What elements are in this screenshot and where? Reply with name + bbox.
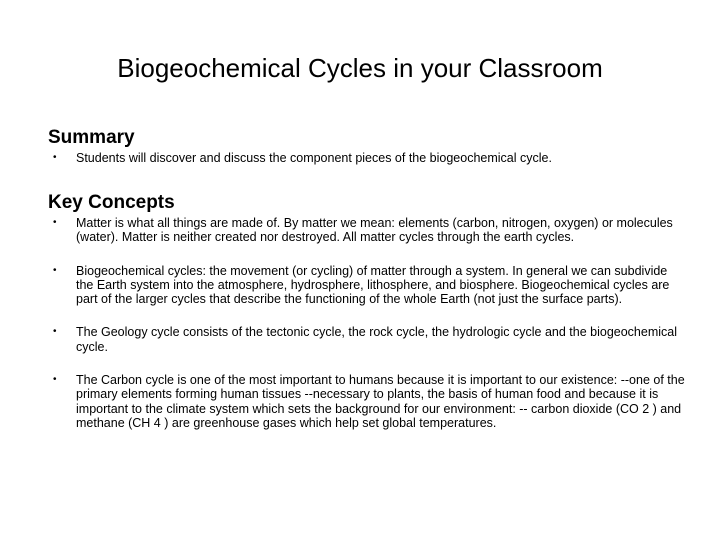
concept-geology-text: The Geology cycle consists of the tectonic cycle, the rock cycle, the hydrologic cycle and the biogeochemical cycle. [76,325,677,354]
bullet-icon: • [53,326,57,338]
bullet-icon: • [53,217,57,228]
key-concepts-list [48,216,688,449]
list-item [48,373,688,430]
bullet-icon: • [53,374,57,386]
list-item [48,151,688,165]
concept-biogeochemical-text: Biogeochemical cycles: the movement (or cycling) of matter through a system. In general we can subdivide the Earth system into the atmosphere, hydrosphere, lithosphere, and biosphere. Biogeochemical cycles are part of the larger cycles that describe the functioning of the whole Earth (not just the surface parts). [76,263,670,307]
list-item [48,216,688,245]
list-item [48,264,688,307]
slide-title: Biogeochemical Cycles in your Classroom [117,53,603,83]
key-concepts-heading: Key Concepts [48,192,175,213]
bullet-icon: • [53,152,57,163]
bullet-icon: • [53,264,57,276]
concept-carbon-text: The Carbon cycle is one of the most important to humans because it is important to our existence: --one of the primary elements forming human tissues --necessary to plants, the basis of human food and because it is important to the climate system which sets the background for our environment: -- carbon dioxide (CO 2 ) and methane (CH 4 ) are greenhouse gases which help set global temperatures. [76,373,685,430]
summary-item-text: Students will discover and discuss the component pieces of the biogeochemical cycle. [76,151,552,165]
concept-matter-text: Matter is what all things are made of. By matter we mean: elements (carbon, nitrogen, oxygen) or molecules (water). Matter is neither created nor destroyed. All matter cycles through the earth cycles. [76,216,673,245]
summary-heading: Summary [48,127,135,148]
summary-list [48,151,688,165]
list-item [48,325,688,354]
